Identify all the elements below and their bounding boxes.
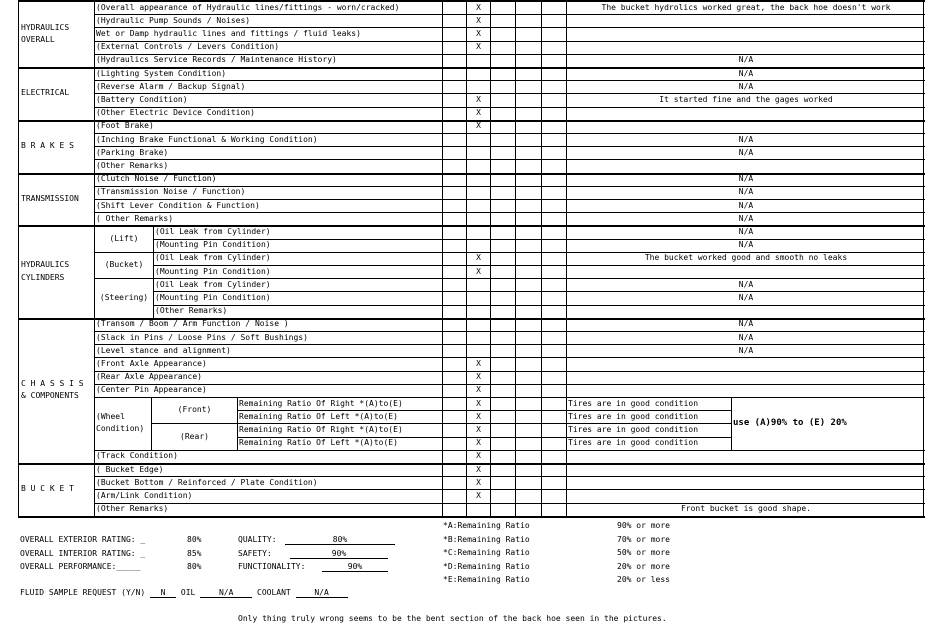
column-divider: [566, 225, 567, 317]
check-col-1: [444, 225, 465, 238]
column-divider: [515, 67, 516, 120]
check-col-1: [444, 27, 465, 40]
check-item: (Battery Condition): [96, 94, 188, 104]
check-mark: X: [476, 28, 481, 38]
remark: [568, 305, 924, 318]
check-mark: [468, 80, 489, 93]
column-divider: [94, 463, 95, 516]
column-divider: [490, 1, 491, 67]
check-item: Wet or Damp hydraulic lines and fittings / fluid leaks): [96, 28, 361, 38]
fluid-sample-label: FLUID SAMPLE REQUEST (Y/N): [20, 588, 146, 597]
check-item: (Front Axle Appearance): [96, 358, 207, 368]
wheel-ratio-item: Remaining Ratio Of Left *(A)to(E): [239, 411, 398, 421]
check-col-1: [444, 331, 465, 344]
check-col-1: [444, 186, 465, 199]
check-mark: [468, 344, 489, 357]
column-divider: [515, 120, 516, 173]
remark: N/A: [738, 213, 754, 223]
remark: N/A: [738, 226, 754, 236]
remark: [568, 476, 924, 489]
column-divider: [541, 173, 542, 226]
remark: [568, 107, 924, 120]
column-divider: [442, 318, 443, 463]
check-col-1: [444, 80, 465, 93]
section-label: B R A K E S: [21, 141, 74, 150]
column-divider: [515, 1, 516, 67]
remark: N/A: [738, 81, 754, 91]
quality-value: 80%: [285, 535, 395, 545]
check-mark: X: [476, 253, 481, 263]
functionality-label: FUNCTIONALITY:: [238, 562, 306, 571]
check-col-1: [444, 278, 465, 291]
column-divider: [153, 225, 154, 317]
wheel-use-note: use (A)90% to (E) 20%: [733, 417, 847, 428]
column-divider: [237, 397, 238, 450]
remark: [568, 265, 924, 278]
row-divider: [151, 423, 237, 424]
column-divider: [151, 397, 152, 450]
remark: N/A: [738, 68, 754, 78]
check-mark: [468, 146, 489, 159]
column-divider: [94, 173, 95, 226]
tire-remark: Tires are in good condition: [568, 398, 699, 408]
check-item: (Hydraulics Service Records / Maintenance History): [96, 55, 337, 65]
quality-label: QUALITY:: [238, 535, 277, 544]
column-divider: [94, 120, 95, 173]
interior-rating-value: 85%: [187, 549, 202, 558]
wheel-ratio-item: Remaining Ratio Of Right *(A)to(E): [239, 424, 403, 434]
check-col-1: [444, 344, 465, 357]
wheel-rear-label: (Rear): [180, 431, 209, 441]
exterior-rating-value: 80%: [187, 535, 202, 544]
exterior-rating-label: OVERALL EXTERIOR RATING: _: [20, 535, 146, 544]
remark: It started fine and the gages worked: [659, 94, 833, 104]
check-mark: X: [476, 490, 481, 500]
check-col-1: [444, 146, 465, 159]
check-col-1: [444, 489, 465, 502]
check-mark: [468, 239, 489, 252]
check-item: (Shift Lever Condition & Function): [96, 200, 260, 210]
section-label: ELECTRICAL: [21, 88, 70, 98]
column-divider: [541, 225, 542, 317]
column-divider: [541, 67, 542, 120]
check-col-1: [444, 291, 465, 304]
remark: N/A: [738, 345, 754, 355]
check-mark: [468, 331, 489, 344]
column-divider: [490, 67, 491, 120]
column-divider: [566, 318, 567, 463]
performance-rating-value: 80%: [187, 562, 202, 571]
check-item: (Mounting Pin Condition): [155, 292, 271, 302]
remark: [568, 357, 924, 370]
check-item: (Transmission Noise / Function): [96, 187, 246, 197]
column-divider: [490, 173, 491, 226]
cylinder-group-label: (Steering): [99, 292, 149, 302]
legend-key: *C:Remaining Ratio: [443, 548, 530, 557]
column-divider: [442, 225, 443, 317]
check-col-1: [444, 357, 465, 370]
check-col-1: [444, 1, 465, 14]
fluid-sample-request: [20, 588, 348, 598]
check-mark: X: [476, 424, 481, 434]
check-item: (Slack in Pins / Loose Pins / Soft Bushings): [96, 332, 308, 342]
column-divider: [566, 173, 567, 226]
check-item: (Overall appearance of Hydraulic lines/fittings - worn/cracked): [96, 2, 400, 12]
remark: [568, 371, 924, 384]
section-label: B U C K E T: [21, 484, 74, 494]
column-divider: [490, 463, 491, 516]
check-mark: [468, 212, 489, 225]
check-mark: X: [476, 42, 481, 52]
check-item: (Oil Leak from Cylinder): [155, 279, 271, 289]
check-mark: X: [476, 438, 481, 448]
check-item: (Oil Leak from Cylinder): [155, 253, 271, 263]
check-col-1: [444, 41, 465, 54]
check-item: (Track Condition): [96, 451, 178, 461]
check-item: (Arm/Link Condition): [96, 490, 193, 500]
check-col-1: [444, 252, 465, 265]
performance-rating-label: OVERALL PERFORMANCE:_____: [20, 562, 141, 571]
check-mark: X: [476, 15, 481, 25]
check-col-1: [444, 14, 465, 27]
wheel-ratio-item: Remaining Ratio Of Left *(A)to(E): [239, 438, 398, 448]
check-col-1: [444, 173, 465, 186]
column-divider: [541, 1, 542, 67]
check-mark: X: [476, 2, 481, 12]
check-item: (Inching Brake Functional & Working Condition): [96, 134, 318, 144]
check-mark: [468, 186, 489, 199]
remark: Front bucket is good shape.: [680, 504, 812, 514]
legend-key: *D:Remaining Ratio: [443, 561, 530, 571]
column-divider: [515, 225, 516, 317]
column-divider: [466, 120, 467, 173]
tire-remark: Tires are in good condition: [568, 424, 699, 434]
check-col-1: [444, 305, 465, 318]
column-divider: [466, 67, 467, 120]
wheel-front-label: (Front): [177, 405, 212, 415]
remark: N/A: [738, 200, 754, 210]
safety-label: SAFETY:: [238, 549, 272, 558]
check-col-1: [444, 212, 465, 225]
remark: [568, 14, 924, 27]
oil-value: N/A: [200, 588, 252, 598]
check-mark: [468, 199, 489, 212]
check-item: (Transom / Boom / Arm Function / Noise ): [96, 319, 289, 329]
remark: [568, 120, 924, 133]
fluid-sample-yn: N: [150, 588, 176, 598]
remark: [568, 463, 924, 476]
check-mark: [468, 133, 489, 146]
column-divider: [94, 225, 95, 317]
section-label: HYDRAULICS CYLINDERS: [21, 260, 70, 282]
remark: N/A: [738, 174, 754, 184]
check-col-1: [444, 120, 465, 133]
remark: [568, 489, 924, 502]
inspection-note: Only thing truly wrong seems to be the bent section of the back hoe seen in the pictures.: [238, 614, 667, 623]
remark: N/A: [738, 55, 754, 65]
check-col-1: [444, 159, 465, 172]
check-mark: X: [476, 398, 481, 408]
column-divider: [466, 318, 467, 463]
check-mark: [468, 173, 489, 186]
remark: N/A: [738, 319, 754, 329]
check-col-1: [444, 463, 465, 476]
remark: [568, 159, 924, 172]
column-divider: [515, 463, 516, 516]
check-mark: X: [476, 385, 481, 395]
oil-label: OIL: [180, 588, 196, 597]
check-item: (Rear Axle Appearance): [96, 372, 202, 382]
check-mark: [468, 225, 489, 238]
cylinder-group-label: (Lift): [109, 233, 139, 243]
column-divider: [466, 225, 467, 317]
column-divider: [541, 120, 542, 173]
section-label: C H A S S I S & COMPONENTS: [21, 379, 84, 401]
coolant-label: COOLANT: [257, 588, 291, 597]
check-mark: X: [476, 464, 481, 474]
safety-value: 90%: [290, 549, 388, 559]
check-mark: X: [476, 108, 481, 118]
check-item: (Lighting System Condition): [96, 68, 227, 78]
check-item: (Parking Brake): [96, 147, 169, 157]
remark: N/A: [738, 240, 754, 250]
remark: [568, 41, 924, 54]
check-col-1: [444, 133, 465, 146]
tire-remark: Tires are in good condition: [568, 411, 699, 421]
check-mark: X: [476, 266, 481, 276]
column-divider: [566, 1, 567, 67]
legend-key: *E:Remaining Ratio: [443, 575, 530, 584]
remark: The bucket hydrolics worked great, the back hoe doesn't work: [601, 2, 891, 12]
check-mark: [468, 278, 489, 291]
coolant-value: N/A: [296, 588, 348, 598]
wheel-ratio-item: Remaining Ratio Of Right *(A)to(E): [239, 398, 403, 408]
check-mark: X: [476, 451, 481, 461]
check-item: (Clutch Noise / Function): [96, 174, 217, 184]
column-divider: [466, 463, 467, 516]
check-col-1: [444, 239, 465, 252]
legend-value: 70% or more: [617, 534, 670, 544]
column-divider: [490, 120, 491, 173]
column-divider: [94, 318, 95, 463]
check-item: (Mounting Pin Condition): [155, 266, 271, 276]
legend-value: 50% or more: [617, 548, 670, 557]
check-col-1: [444, 503, 465, 516]
check-item: ( Other Remarks): [96, 213, 174, 223]
wheel-condition-label: (Wheel Condition): [96, 412, 145, 434]
check-item: (Hydraulic Pump Sounds / Noises): [96, 15, 251, 25]
column-divider: [731, 397, 732, 450]
tire-remark: Tires are in good condition: [568, 438, 699, 448]
interior-rating-label: OVERALL INTERIOR RATING: _: [20, 549, 146, 558]
section-label: HYDRAULICS OVERALL: [21, 22, 70, 44]
column-divider: [442, 463, 443, 516]
column-divider: [515, 318, 516, 463]
check-mark: X: [476, 121, 481, 131]
check-item: (Reverse Alarm / Backup Signal): [96, 81, 246, 91]
column-divider: [566, 463, 567, 516]
check-mark: [468, 67, 489, 80]
remark: N/A: [738, 279, 754, 289]
check-mark: X: [476, 477, 481, 487]
check-col-1: [444, 384, 465, 397]
column-divider: [466, 1, 467, 67]
check-item: ( Bucket Edge): [96, 464, 164, 474]
check-col-1: [444, 318, 465, 331]
check-col-1: [444, 199, 465, 212]
check-item: (Other Electric Device Condition): [96, 108, 255, 118]
check-mark: [468, 305, 489, 318]
column-divider: [442, 67, 443, 120]
check-mark: [468, 159, 489, 172]
check-col-1: [444, 476, 465, 489]
column-divider: [541, 463, 542, 516]
check-col-1: [444, 265, 465, 278]
check-item: (External Controls / Levers Condition): [96, 42, 280, 52]
check-item: (Other Remarks): [96, 160, 169, 170]
column-divider: [94, 67, 95, 120]
check-mark: X: [476, 411, 481, 421]
check-col-1: [444, 371, 465, 384]
check-item: (Other Remarks): [155, 306, 228, 316]
legend-key: *B:Remaining Ratio: [443, 534, 530, 544]
check-col-1: [444, 93, 465, 106]
remark: [568, 450, 924, 463]
column-divider: [515, 173, 516, 226]
legend-value: 20% or less: [617, 575, 670, 584]
check-col-1: [444, 67, 465, 80]
check-col-1: [444, 54, 465, 67]
column-divider: [442, 173, 443, 226]
remark: N/A: [738, 147, 754, 157]
legend-key: *A:Remaining Ratio: [443, 521, 530, 530]
column-divider: [442, 1, 443, 67]
row-divider: [19, 516, 925, 518]
column-divider: [541, 318, 542, 463]
check-col-1: [444, 450, 465, 463]
check-mark: [468, 318, 489, 331]
inspection-table: [18, 0, 924, 518]
check-mark: [468, 291, 489, 304]
remark: N/A: [738, 187, 754, 197]
remark: N/A: [738, 332, 754, 342]
cylinder-group-label: (Bucket): [104, 259, 144, 269]
remark: N/A: [738, 134, 754, 144]
section-label: TRANSMISSION: [21, 193, 79, 203]
check-item: (Oil Leak from Cylinder): [155, 226, 271, 236]
check-item: (Level stance and alignment): [96, 345, 231, 355]
check-mark: X: [476, 358, 481, 368]
column-divider: [490, 225, 491, 317]
check-mark: [468, 54, 489, 67]
legend-value: 90% or more: [617, 521, 670, 530]
check-item: (Center Pin Appearance): [96, 385, 207, 395]
remark: N/A: [738, 292, 754, 302]
column-divider: [566, 67, 567, 120]
check-mark: X: [476, 94, 481, 104]
check-item: (Mounting Pin Condition): [155, 240, 271, 250]
column-divider: [490, 318, 491, 463]
check-mark: X: [476, 372, 481, 382]
column-divider: [442, 120, 443, 173]
remark: [568, 384, 924, 397]
check-item: (Foot Brake): [96, 121, 154, 131]
check-item: (Bucket Bottom / Reinforced / Plate Condition): [96, 477, 318, 487]
column-divider: [466, 173, 467, 226]
check-mark: [468, 503, 489, 516]
remark: The bucket worked good and smooth no leaks: [644, 253, 848, 263]
remark: [568, 27, 924, 40]
column-divider: [94, 1, 95, 67]
column-divider: [566, 120, 567, 173]
check-col-1: [444, 107, 465, 120]
legend-value: 20% or more: [617, 561, 670, 571]
check-item: (Other Remarks): [96, 504, 169, 514]
functionality-value: 90%: [322, 562, 388, 572]
